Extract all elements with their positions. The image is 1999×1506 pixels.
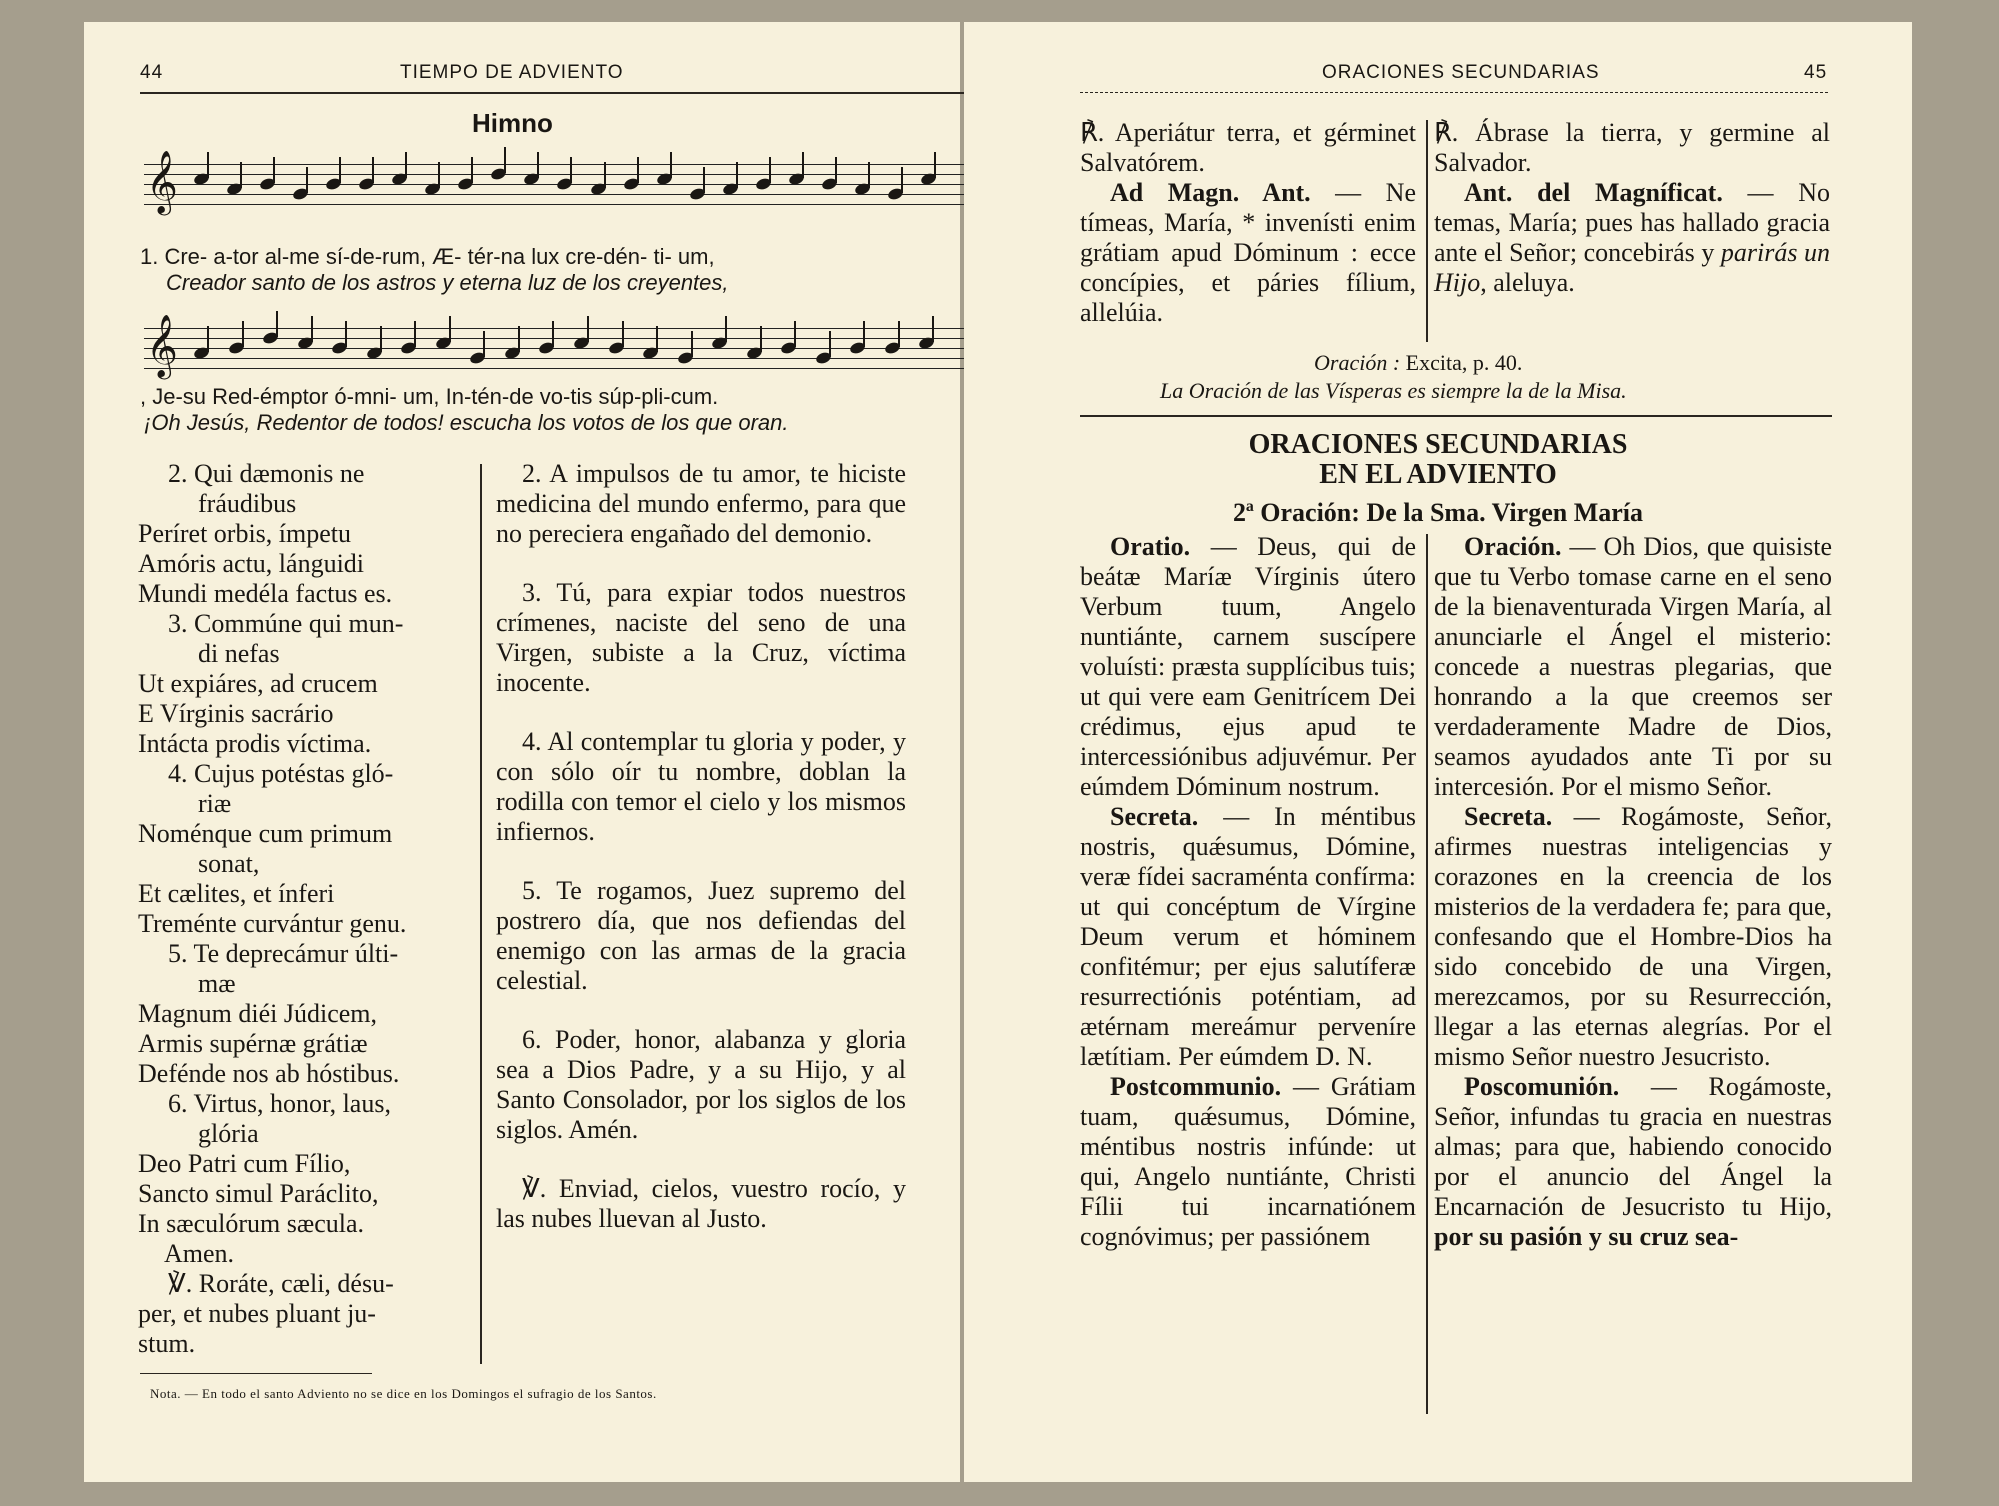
- subtitle-text: Oración: De la Sma. Virgen María: [1260, 498, 1643, 527]
- music-lyrics-spanish: Creador santo de los astros y eterna luz de los creyentes,: [166, 270, 729, 295]
- vespers-note: La Oración de las Vísperas es siempre la de la Misa.: [1160, 378, 1627, 403]
- note-stem: [449, 316, 451, 342]
- note-stem: [306, 167, 308, 193]
- antiphon-label: Ant. del Magníficat.: [1464, 178, 1723, 207]
- subtitle-number: 2ª: [1232, 498, 1254, 527]
- latin-verse-line: 6. Virtus, honor, laus,: [168, 1089, 391, 1118]
- latin-verse-line: Et cælites, et ínferi: [138, 879, 335, 908]
- spanish-verse-stanza: 3. Tú, para expiar todos nuestros crímenes, naciste del seno de una Virgen, subiste a la Cruz, víctima inocente.: [496, 578, 906, 697]
- music-staff: [144, 316, 972, 380]
- latin-verse-line: In sæculórum sæcula.: [138, 1209, 365, 1238]
- prayer-block: [1434, 1072, 1832, 1252]
- note-stem: [725, 316, 727, 342]
- note-stem: [868, 162, 870, 188]
- prayer-text: — Rogámoste, Señor, afirmes nuestras inteligencias y corazones en la creencia de los misterios de la verdadera fe; para que, confesando que el Hombre-Dios ha sido concebido de una Virgen, merezcamos, por su Resurrección, llegar a las eternas alegrías. Por el mismo Señor nuestro Jesucristo.: [1434, 802, 1832, 1071]
- note-stem: [311, 316, 313, 342]
- antiphon-italic: parirás un Hijo: [1434, 238, 1831, 297]
- latin-prayers-column: [1080, 532, 1416, 1252]
- note-stem: [863, 321, 865, 347]
- staff-line: [144, 358, 972, 359]
- section-title-line1: ORACIONES SECUNDARIAS: [1248, 429, 1628, 460]
- column-divider: [1426, 120, 1428, 342]
- note-stem: [414, 321, 416, 347]
- latin-verse-line: Intácta prodis víctima.: [138, 729, 372, 758]
- latin-verse-line: 3. Commúne qui mun-: [168, 609, 404, 638]
- latin-antiphon-block: [1080, 118, 1416, 328]
- music-lyrics-spanish: ¡Oh Jesús, Redentor de todos! escucha los votos de los que oran.: [144, 410, 789, 435]
- prayer-block: [1080, 532, 1416, 802]
- prayer-block: [1434, 802, 1832, 1072]
- note-stem: [604, 162, 606, 188]
- prayer-text: — Rogámoste, Señor, infundas tu gracia en nuestras almas; para que, habiendo conocido por el anuncio del Ángel la Encarnación de Jesucristo tu Hijo,: [1434, 1072, 1832, 1221]
- prayer-block: [1434, 532, 1832, 802]
- staff-line: [144, 174, 972, 175]
- note-stem: [934, 152, 936, 178]
- note-stem: [276, 311, 278, 337]
- prayer-label: Secreta.: [1110, 802, 1199, 831]
- latin-verse-line: glória: [198, 1119, 259, 1148]
- note-stem: [835, 157, 837, 183]
- section-rule: [1080, 415, 1832, 417]
- latin-verse-line: 2. Qui dæmonis ne: [168, 459, 365, 488]
- note-stem: [570, 157, 572, 183]
- column-divider: [1426, 534, 1428, 1414]
- note-stem: [380, 326, 382, 352]
- spanish-verse-stanza: 4. Al contemplar tu gloria y poder, y con sólo oír tu nombre, doblan la rodilla con temor el cielo y los mismos infiernos.: [496, 727, 906, 846]
- music-lyrics-latin: 1. Cre- a-tor al-me sí-de-rum, Æ- tér-na lux cre-dén- ti- um,: [140, 244, 715, 269]
- music-staff: [144, 152, 972, 216]
- latin-verse-line: riæ: [198, 789, 232, 818]
- latin-verse-line: di nefas: [198, 639, 280, 668]
- staff-line: [144, 368, 972, 369]
- prayer-block: [1080, 802, 1416, 1072]
- music-lyrics-latin: , Je-su Red-émptor ó-mni- um, In-tén-de vo-tis súp-pli-cum.: [140, 384, 719, 409]
- prayer-label: Oratio.: [1110, 532, 1191, 561]
- note-stem: [622, 321, 624, 347]
- antiphon-text: — Ne tímeas, María, * invenísti enim grátiam apud Dóminum : ecce concípies, et páries fílium, allelúia.: [1080, 178, 1416, 327]
- antiphon-text: — No temas, María; pues has hallado gracia ante el Señor; concebirás y: [1434, 178, 1831, 267]
- right-page: [964, 22, 1912, 1482]
- antiphon-spanish: [1434, 178, 1830, 298]
- note-stem: [769, 157, 771, 183]
- latin-verse-line: Noménque cum primum: [138, 819, 393, 848]
- note-stem: [518, 326, 520, 352]
- note-stem: [372, 157, 374, 183]
- column-divider: [480, 464, 482, 1364]
- note-stem: [898, 321, 900, 347]
- page-number: 44: [140, 62, 164, 83]
- latin-verse-line: Sancto simul Paráclito,: [138, 1179, 379, 1208]
- latin-verse-line: E Vírginis sacrário: [138, 699, 334, 728]
- staff-line: [144, 164, 972, 165]
- prayer-text: — Grátiam tuam, quǽsumus, Dómine, méntibus nostris infúnde: ut qui, Angelo nuntiánte, Christi Fílii tui incarnatiónem cognóvimus; per passiónem: [1080, 1072, 1416, 1251]
- staff-line: [144, 328, 972, 329]
- antiphon-label: Ad Magn. Ant.: [1110, 178, 1311, 207]
- responsory-spanish: ℟. Ábrase la tierra, y germine al Salvador.: [1434, 118, 1830, 177]
- staff-line: [144, 204, 972, 205]
- note-stem: [587, 316, 589, 342]
- prayer-label: Postcommunio.: [1110, 1072, 1282, 1101]
- note-stem: [273, 157, 275, 183]
- spanish-verse-stanza: ℣. Enviad, cielos, vuestro rocío, y las nubes lluevan al Justo.: [496, 1174, 906, 1233]
- prayer-block: [1080, 1072, 1416, 1252]
- spanish-prayers-column: [1434, 532, 1832, 1252]
- latin-verse-line: sonat,: [198, 849, 260, 878]
- note-stem: [802, 152, 804, 178]
- page-number: 45: [1804, 62, 1828, 83]
- note-stem: [691, 331, 693, 357]
- note-stem: [932, 316, 934, 342]
- note-stem: [504, 147, 506, 173]
- treble-clef-icon: 𝄞: [146, 316, 178, 376]
- prayer-label: Oración.: [1464, 532, 1562, 561]
- latin-hymn-column: [138, 459, 558, 1359]
- spanish-verse-stanza: 2. A impulsos de tu amor, te hiciste medicina del mundo enfermo, para que no pereciera engañado del demonio.: [496, 459, 906, 548]
- header-rule: [1080, 92, 1828, 93]
- oracion-reference: [1314, 350, 1522, 376]
- antiphon-end: , aleluya.: [1480, 268, 1575, 297]
- note-stem: [240, 162, 242, 188]
- latin-verse-line: per, et nubes pluant ju-: [138, 1299, 376, 1328]
- note-stem: [736, 162, 738, 188]
- staff-line: [144, 194, 972, 195]
- note-stem: [438, 162, 440, 188]
- note-stem: [552, 321, 554, 347]
- spanish-antiphon-block: [1434, 118, 1830, 298]
- note-stem: [670, 152, 672, 178]
- latin-verse-line: 5. Te deprecámur últi-: [168, 939, 399, 968]
- oracion-ref: Excita, p. 40.: [1405, 350, 1523, 375]
- note-stem: [242, 321, 244, 347]
- note-stem: [339, 157, 341, 183]
- antiphon-latin: [1080, 178, 1416, 328]
- footnote-rule: [140, 1373, 372, 1374]
- prayer-text-bold: por su pasión y su cruz sea-: [1434, 1222, 1739, 1251]
- latin-verse-line: Amen.: [164, 1239, 235, 1268]
- latin-verse-line: stum.: [138, 1329, 196, 1358]
- header-rule: [140, 92, 972, 94]
- latin-verse-line: Magnum diéi Júdicem,: [138, 999, 378, 1028]
- section-title-line2: EN EL ADVIENTO: [1319, 459, 1557, 490]
- section-subtitle: [964, 498, 1912, 528]
- note-stem: [537, 152, 539, 178]
- treble-clef-icon: 𝄞: [146, 152, 178, 212]
- note-stem: [703, 167, 705, 193]
- latin-verse-line: Armis supérnæ grátiæ: [138, 1029, 368, 1058]
- prayer-text: — Deus, qui de beátæ Maríæ Vírginis útero Verbum tuum, Angelo nuntiánte, carnem suscípere voluísti: præsta supplícibus tuis; ut qui vere eam Genitrícem Dei crédimus, ejus apud te intercessiónibus adjuvémur. Per eúmdem Dóminum nostrum.: [1080, 532, 1416, 801]
- prayer-label: Poscomunión.: [1464, 1072, 1620, 1101]
- hymn-title: Himno: [472, 108, 553, 138]
- latin-verse-line: Treménte curvántur genu.: [138, 909, 407, 938]
- latin-verse-line: Ut expiáres, ad crucem: [138, 669, 378, 698]
- note-stem: [345, 321, 347, 347]
- spanish-verse-stanza: 5. Te rogamos, Juez supremo del postrero día, que nos defiendas del enemigo con las armas de la gracia celestial.: [496, 876, 906, 995]
- latin-verse-line: Deo Patri cum Fílio,: [138, 1149, 351, 1178]
- latin-verse-line: Defénde nos ab hóstibus.: [138, 1059, 400, 1088]
- spanish-hymn-column: [496, 459, 906, 1263]
- note-stem: [637, 157, 639, 183]
- latin-verse-line: Amóris actu, lánguidi: [138, 549, 365, 578]
- note-stem: [794, 321, 796, 347]
- prayer-label: Secreta.: [1464, 802, 1553, 831]
- note-stem: [656, 326, 658, 352]
- note-stem: [829, 331, 831, 357]
- note-stem: [207, 326, 209, 352]
- note-stem: [207, 152, 209, 178]
- footnote: Nota. — En todo el santo Adviento no se dice en los Domingos el sufragio de los Santos.: [150, 1386, 657, 1401]
- prayer-text: — In méntibus nostris, quǽsumus, Dómine, veræ fídei sacraménta confírma: ut qui concéptum de Vírgine Deum verum et hóminem confitémur; per ejus salutíferæ resurrectiónis poténtiam, ad ætérnam mereámur perveníre lætítiam. Per eúmdem D. N.: [1080, 802, 1416, 1071]
- latin-verse-line: Períret orbis, ímpetu: [138, 519, 352, 548]
- oracion-label: Oración :: [1314, 350, 1401, 375]
- prayer-text: — Oh Dios, que quisiste que tu Verbo tomase carne en el seno de la bienaventurada Virgen María, al anunciarle el Ángel el misterio: concede a nuestras plegarias, que honrando a la que creemos ser verdaderamente Madre de Dios, seamos ayudados ante Ti por su intercesión. Por el mismo Señor.: [1434, 532, 1832, 801]
- latin-verse-line: ℣. Roráte, cæli, désu-: [168, 1269, 394, 1298]
- note-stem: [901, 167, 903, 193]
- responsory-latin: ℟. Aperiátur terra, et gérminet Salvatórem.: [1080, 118, 1416, 177]
- latin-verse-line: fráudibus: [198, 489, 297, 518]
- note-stem: [471, 157, 473, 183]
- staff-line: [144, 348, 972, 349]
- note-stem: [405, 152, 407, 178]
- note-stem: [760, 326, 762, 352]
- note-stem: [483, 331, 485, 357]
- latin-verse-line: mæ: [198, 969, 236, 998]
- spanish-verse-stanza: 6. Poder, honor, alabanza y gloria sea a Dios Padre, y a su Hijo, y al Santo Consolador, por los siglos de los siglos. Amén.: [496, 1025, 906, 1144]
- left-page: [84, 22, 960, 1482]
- running-head: TIEMPO DE ADVIENTO: [400, 62, 624, 83]
- latin-verse-line: 4. Cujus potéstas gló-: [168, 759, 394, 788]
- running-head: ORACIONES SECUNDARIAS: [1322, 62, 1600, 83]
- section-title: [964, 430, 1912, 490]
- latin-verse-line: Mundi medéla factus es.: [138, 579, 393, 608]
